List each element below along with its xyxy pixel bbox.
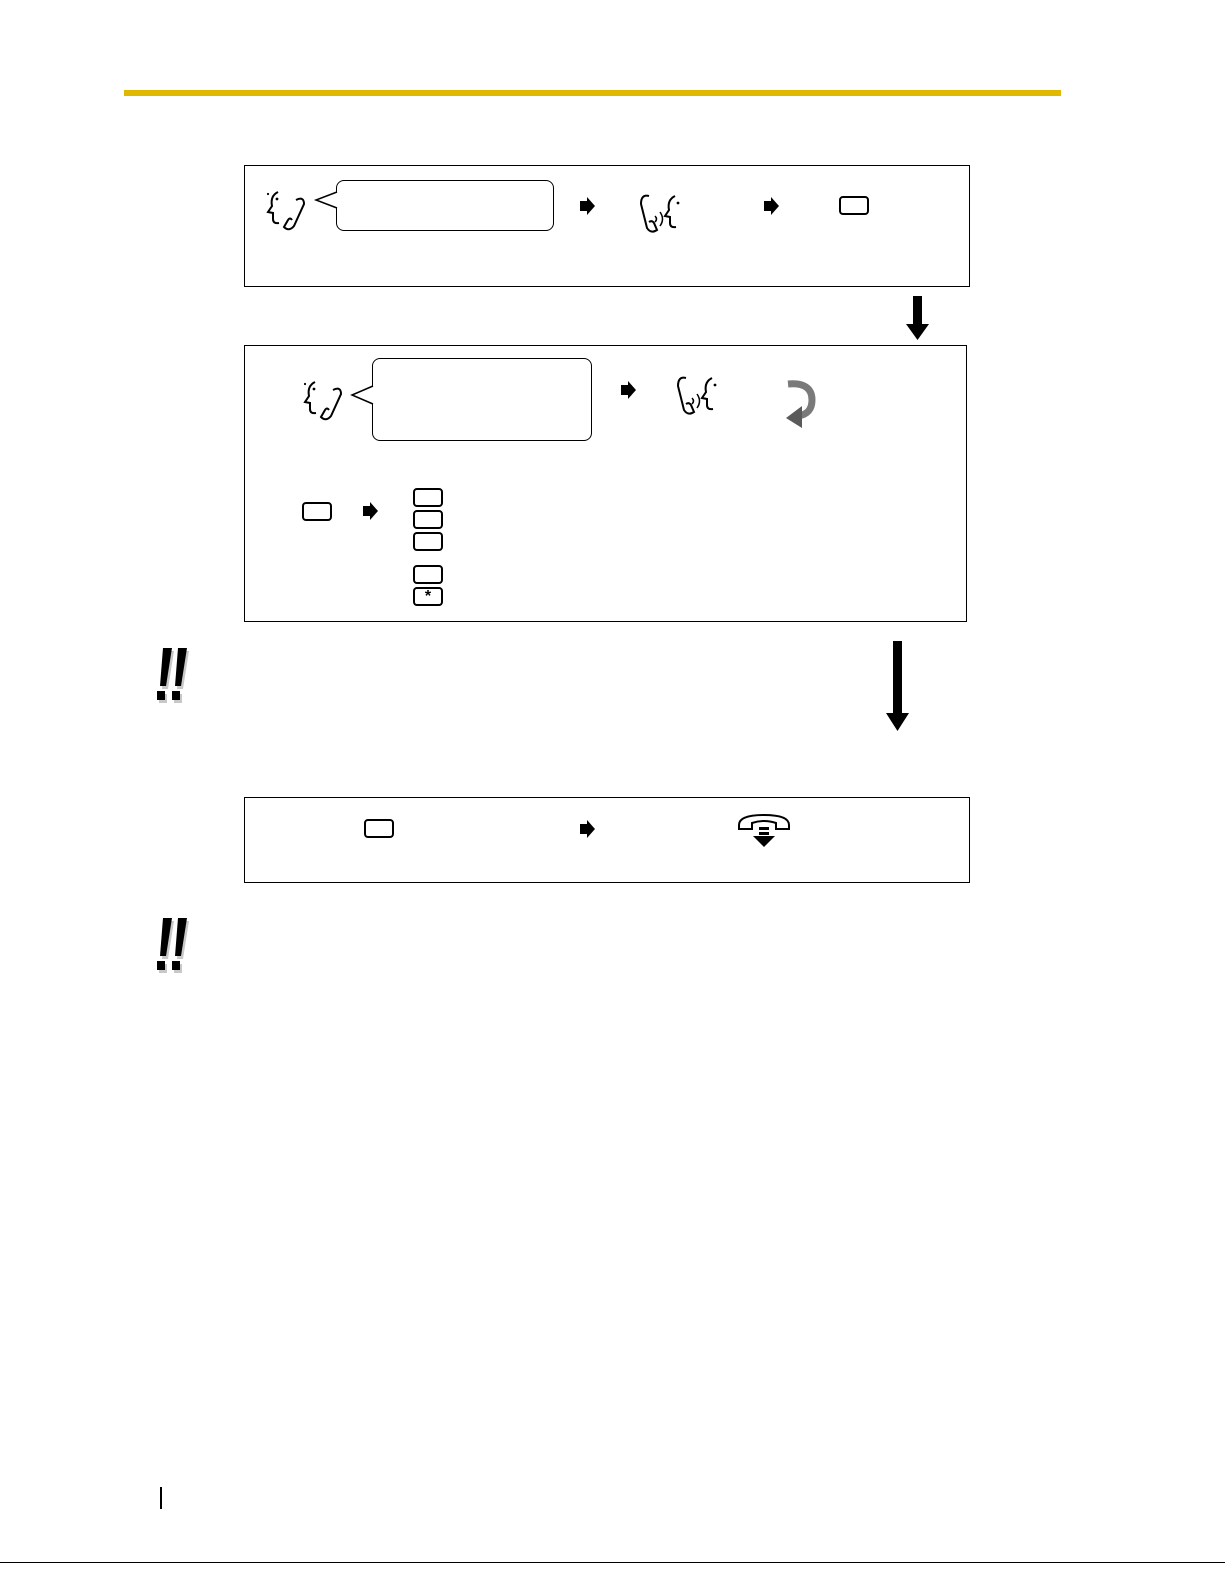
page-number-divider (160, 1487, 162, 1509)
down-arrow-icon (906, 296, 930, 342)
star-key-label: * (424, 588, 432, 605)
speech-bubble (372, 358, 592, 441)
hang-up-icon (736, 811, 792, 851)
speech-bubble (336, 180, 554, 231)
flow-arrow-icon (578, 196, 596, 216)
handset-with-sound-icon (637, 190, 687, 236)
curved-return-arrow-icon (780, 378, 820, 430)
dial-key-icon (413, 532, 443, 551)
dial-key-icon (413, 488, 443, 507)
double-exclamation-icon (153, 918, 193, 976)
speech-bubble-tail (314, 190, 338, 210)
speech-bubble-tail (350, 384, 374, 406)
header-rule (124, 90, 1061, 96)
step-panel-3 (244, 797, 970, 883)
dial-key-icon (839, 196, 869, 215)
handset-with-sound-icon (674, 372, 724, 418)
flow-arrow-icon (619, 380, 637, 400)
star-key-icon (413, 587, 443, 606)
double-exclamation-icon (153, 648, 193, 706)
dial-key-icon (413, 510, 443, 529)
flow-arrow-icon (361, 501, 379, 521)
person-talking-icon (262, 186, 312, 232)
dial-key-icon (413, 565, 443, 584)
dial-key-icon (364, 819, 394, 838)
flow-arrow-icon (762, 196, 780, 216)
person-talking-icon (299, 376, 349, 422)
footer-rule (0, 1562, 1225, 1563)
flow-arrow-icon (578, 819, 596, 839)
dial-key-icon (302, 502, 332, 521)
down-arrow-icon (886, 641, 910, 733)
